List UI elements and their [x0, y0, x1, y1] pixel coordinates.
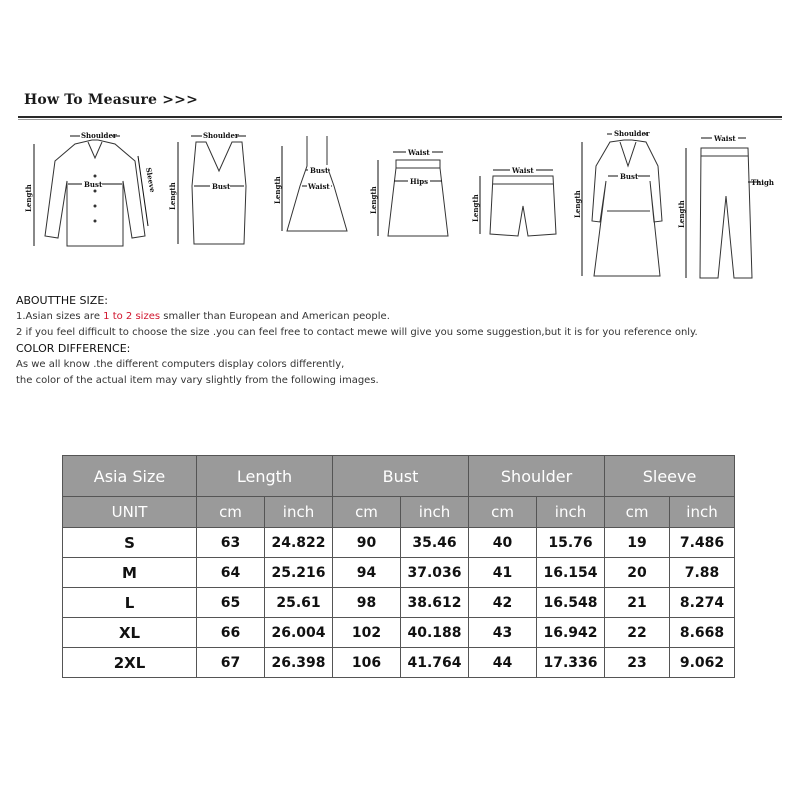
value-cell: 19	[605, 528, 670, 558]
value-cell: 42	[469, 588, 537, 618]
value-cell: 64	[197, 558, 265, 588]
coat-bust-label: Bust	[620, 172, 639, 181]
size-cell: XL	[63, 618, 197, 648]
value-cell: 26.398	[265, 648, 333, 678]
value-cell: 106	[333, 648, 401, 678]
dress-waist-label: Waist	[308, 182, 330, 191]
value-cell: 7.88	[670, 558, 735, 588]
note-line-1	[16, 309, 786, 325]
value-cell: 67	[197, 648, 265, 678]
size-cell: S	[63, 528, 197, 558]
value-cell: 90	[333, 528, 401, 558]
note-line-1-suffix: smaller than European and American people.	[160, 311, 390, 322]
value-cell: 8.274	[670, 588, 735, 618]
pants-length-label: Length	[677, 200, 686, 228]
size-chart-table	[62, 455, 735, 678]
skirt-figure	[368, 126, 458, 261]
blouse-figure	[20, 126, 160, 261]
note-highlight: 1 to 2 sizes	[103, 311, 161, 322]
value-cell: 16.548	[537, 588, 605, 618]
size-cell: L	[63, 588, 197, 618]
coat-shoulder-label: Shoulder	[614, 129, 650, 138]
shorts-waist-label: Waist	[512, 166, 534, 175]
about-size-heading: ABOUTTHE SIZE:	[16, 294, 108, 307]
value-cell: 35.46	[401, 528, 469, 558]
color-difference-heading: COLOR DIFFERENCE:	[16, 342, 131, 355]
size-cell: 2XL	[63, 648, 197, 678]
value-cell: 16.942	[537, 618, 605, 648]
vest-bust-label: Bust	[212, 182, 231, 191]
blouse-bust-label: Bust	[84, 180, 103, 189]
value-cell: 17.336	[537, 648, 605, 678]
value-cell: 63	[197, 528, 265, 558]
value-cell: 65	[197, 588, 265, 618]
value-cell: 40	[469, 528, 537, 558]
value-cell: 9.062	[670, 648, 735, 678]
unit-cell: cm	[469, 497, 537, 528]
unit-cell: inch	[537, 497, 605, 528]
note-line-3: As we all know .the different computers display colors differently,	[16, 359, 345, 370]
value-cell: 20	[605, 558, 670, 588]
blouse-length-label: Length	[24, 184, 33, 212]
pants-figure	[676, 126, 786, 286]
value-cell: 44	[469, 648, 537, 678]
table-row	[63, 588, 735, 618]
note-line-1-prefix: 1.Asian sizes are	[16, 311, 104, 322]
value-cell: 37.036	[401, 558, 469, 588]
value-cell: 26.004	[265, 618, 333, 648]
bust-header: Bust	[333, 456, 469, 497]
value-cell: 21	[605, 588, 670, 618]
vest-shoulder-label: Shoulder	[203, 131, 239, 140]
dress-length-label: Length	[273, 176, 282, 204]
value-cell: 41.764	[401, 648, 469, 678]
size-notes	[16, 293, 786, 389]
unit-cell: inch	[265, 497, 333, 528]
value-cell: 8.668	[670, 618, 735, 648]
pants-thigh-label: Thigh	[751, 178, 774, 187]
title-divider-thin	[18, 119, 782, 120]
value-cell: 7.486	[670, 528, 735, 558]
value-cell: 15.76	[537, 528, 605, 558]
coat-figure	[572, 126, 672, 286]
skirt-hips-label: Hips	[410, 177, 429, 186]
page-title: How To Measure >>>	[24, 92, 198, 108]
length-header: Length	[197, 456, 333, 497]
value-cell: 98	[333, 588, 401, 618]
vest-length-label: Length	[168, 182, 177, 210]
unit-header: UNIT	[63, 497, 197, 528]
value-cell: 66	[197, 618, 265, 648]
table-unit-row	[63, 497, 735, 528]
skirt-waist-label: Waist	[408, 148, 430, 157]
value-cell: 43	[469, 618, 537, 648]
value-cell: 41	[469, 558, 537, 588]
value-cell: 94	[333, 558, 401, 588]
blouse-shoulder-label: Shoulder	[81, 131, 117, 140]
value-cell: 16.154	[537, 558, 605, 588]
table-row	[63, 618, 735, 648]
value-cell: 23	[605, 648, 670, 678]
value-cell: 25.61	[265, 588, 333, 618]
table-row	[63, 558, 735, 588]
table-header-row	[63, 456, 735, 497]
shorts-length-label: Length	[471, 194, 480, 222]
dress-figure	[272, 126, 362, 261]
note-line-4: the color of the actual item may vary slightly from the following images.	[16, 375, 379, 386]
sleeve-header: Sleeve	[605, 456, 735, 497]
asia-size-header: Asia Size	[63, 456, 197, 497]
blouse-sleeve-label: Sleeve	[144, 166, 158, 194]
table-row	[63, 528, 735, 558]
value-cell: 38.612	[401, 588, 469, 618]
unit-cell: cm	[197, 497, 265, 528]
unit-cell: inch	[401, 497, 469, 528]
pants-waist-label: Waist	[714, 134, 736, 143]
value-cell: 24.822	[265, 528, 333, 558]
value-cell: 22	[605, 618, 670, 648]
table-row	[63, 648, 735, 678]
shoulder-header: Shoulder	[469, 456, 605, 497]
value-cell: 40.188	[401, 618, 469, 648]
note-line-2: 2 if you feel difficult to choose the size .you can feel free to contact mewe will give you some suggestion,but it is for you reference only.	[16, 327, 698, 338]
unit-cell: cm	[605, 497, 670, 528]
vest-figure	[166, 126, 266, 261]
value-cell: 25.216	[265, 558, 333, 588]
coat-length-label: Length	[573, 190, 582, 218]
value-cell: 102	[333, 618, 401, 648]
dress-bust-label: Bust	[310, 166, 329, 175]
unit-cell: inch	[670, 497, 735, 528]
shorts-figure	[468, 126, 568, 261]
size-cell: M	[63, 558, 197, 588]
unit-cell: cm	[333, 497, 401, 528]
skirt-length-label: Length	[369, 186, 378, 214]
title-divider	[18, 116, 782, 118]
